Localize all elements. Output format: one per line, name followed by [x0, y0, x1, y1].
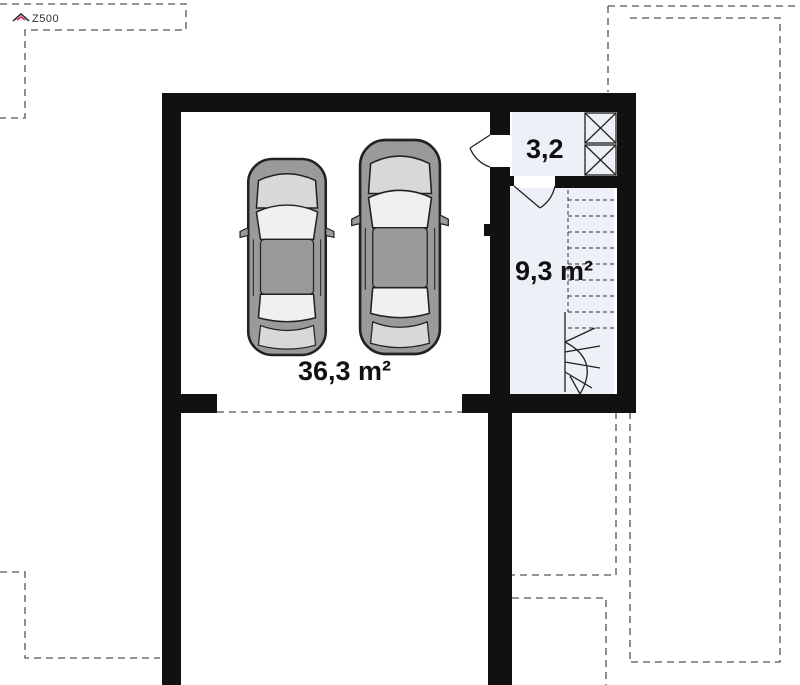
stair-hall-area-label: 9,3 m² [515, 256, 594, 286]
z500-logo-icon [12, 12, 30, 26]
logo-text: Z500 [32, 13, 60, 25]
small-room-area-label: 3,2 [526, 134, 564, 164]
garage-area-label: 36,3 m² [298, 356, 392, 386]
brand-logo [12, 12, 59, 26]
stair-hall-floor [506, 188, 614, 394]
car-icon [352, 140, 449, 354]
car-icon [240, 159, 334, 355]
